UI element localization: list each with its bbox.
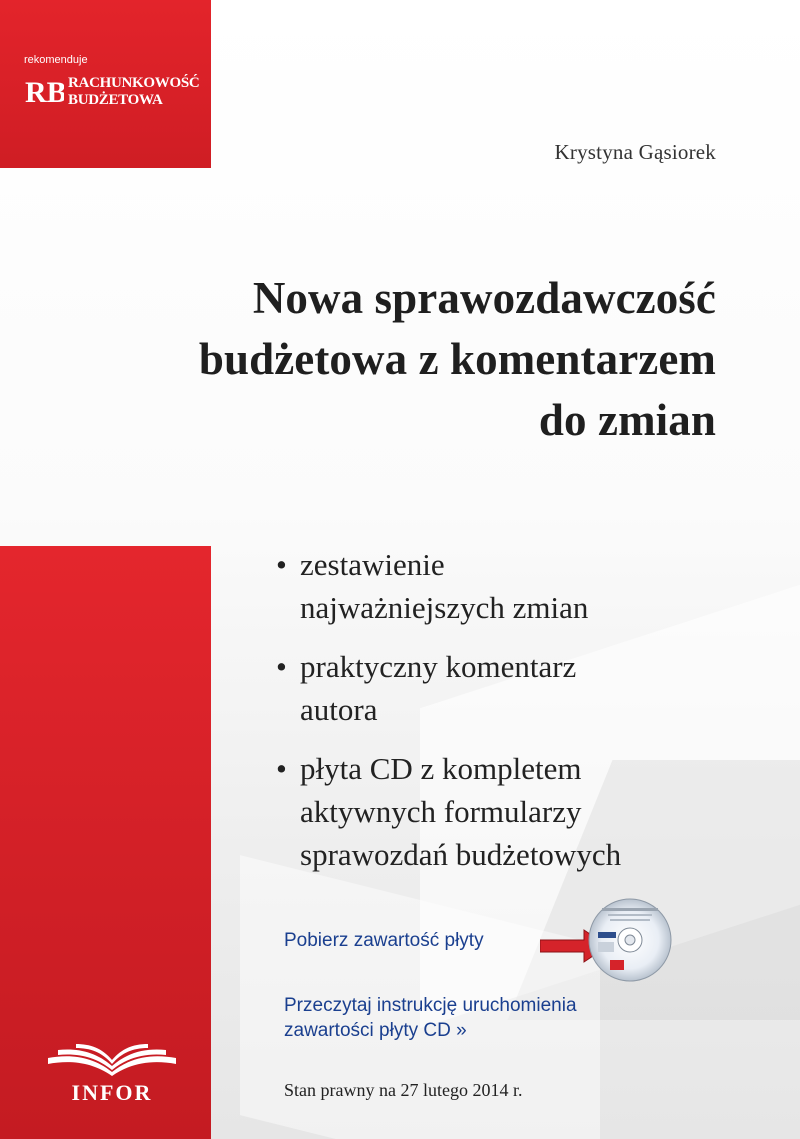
feature-list (272, 543, 772, 892)
feature-line: sprawozdań budżetowych (300, 837, 622, 872)
feature-item-commentary (272, 645, 772, 731)
feature-line: • zestawienie (300, 547, 445, 582)
title-line-3: do zmian (538, 395, 716, 445)
rb-logo-letters: RB (25, 76, 64, 109)
brand-line-2: BUDŻETOWA (68, 92, 163, 108)
title-line-1: Nowa sprawozdawczość (252, 273, 716, 323)
brand-name (68, 75, 199, 109)
instructions-line-1: Przeczytaj instrukcję uruchomienia (284, 995, 577, 1016)
recommend-label: rekomenduje (24, 54, 88, 66)
cd-instructions-link[interactable] (284, 993, 704, 1043)
publisher-name: INFOR (71, 1080, 153, 1105)
legal-state-note: Stan prawny na 27 lutego 2014 r. (284, 1080, 523, 1100)
recommendation-badge (24, 54, 199, 112)
feature-item-changes (272, 543, 772, 629)
brand-line-1: RACHUNKOWOŚĆ (68, 75, 200, 91)
book-title (0, 268, 716, 451)
download-cd-link[interactable]: Pobierz zawartość płyty (284, 930, 484, 951)
feature-line: aktywnych formularzy (300, 794, 582, 829)
feature-item-cd (272, 747, 772, 876)
feature-line: • praktyczny komentarz (300, 649, 577, 684)
rb-logo-icon (24, 72, 64, 112)
feature-line: autora (300, 692, 378, 727)
author-name: Krystyna Gąsiorek (554, 140, 716, 164)
feature-line: najważniejszych zmian (300, 590, 589, 625)
feature-line: • płyta CD z kompletem (300, 751, 582, 786)
title-line-2: budżetowa z komentarzem (198, 334, 716, 384)
instructions-line-2: zawartości płyty CD » (284, 1020, 467, 1041)
cd-disc-icon[interactable] (588, 898, 672, 982)
